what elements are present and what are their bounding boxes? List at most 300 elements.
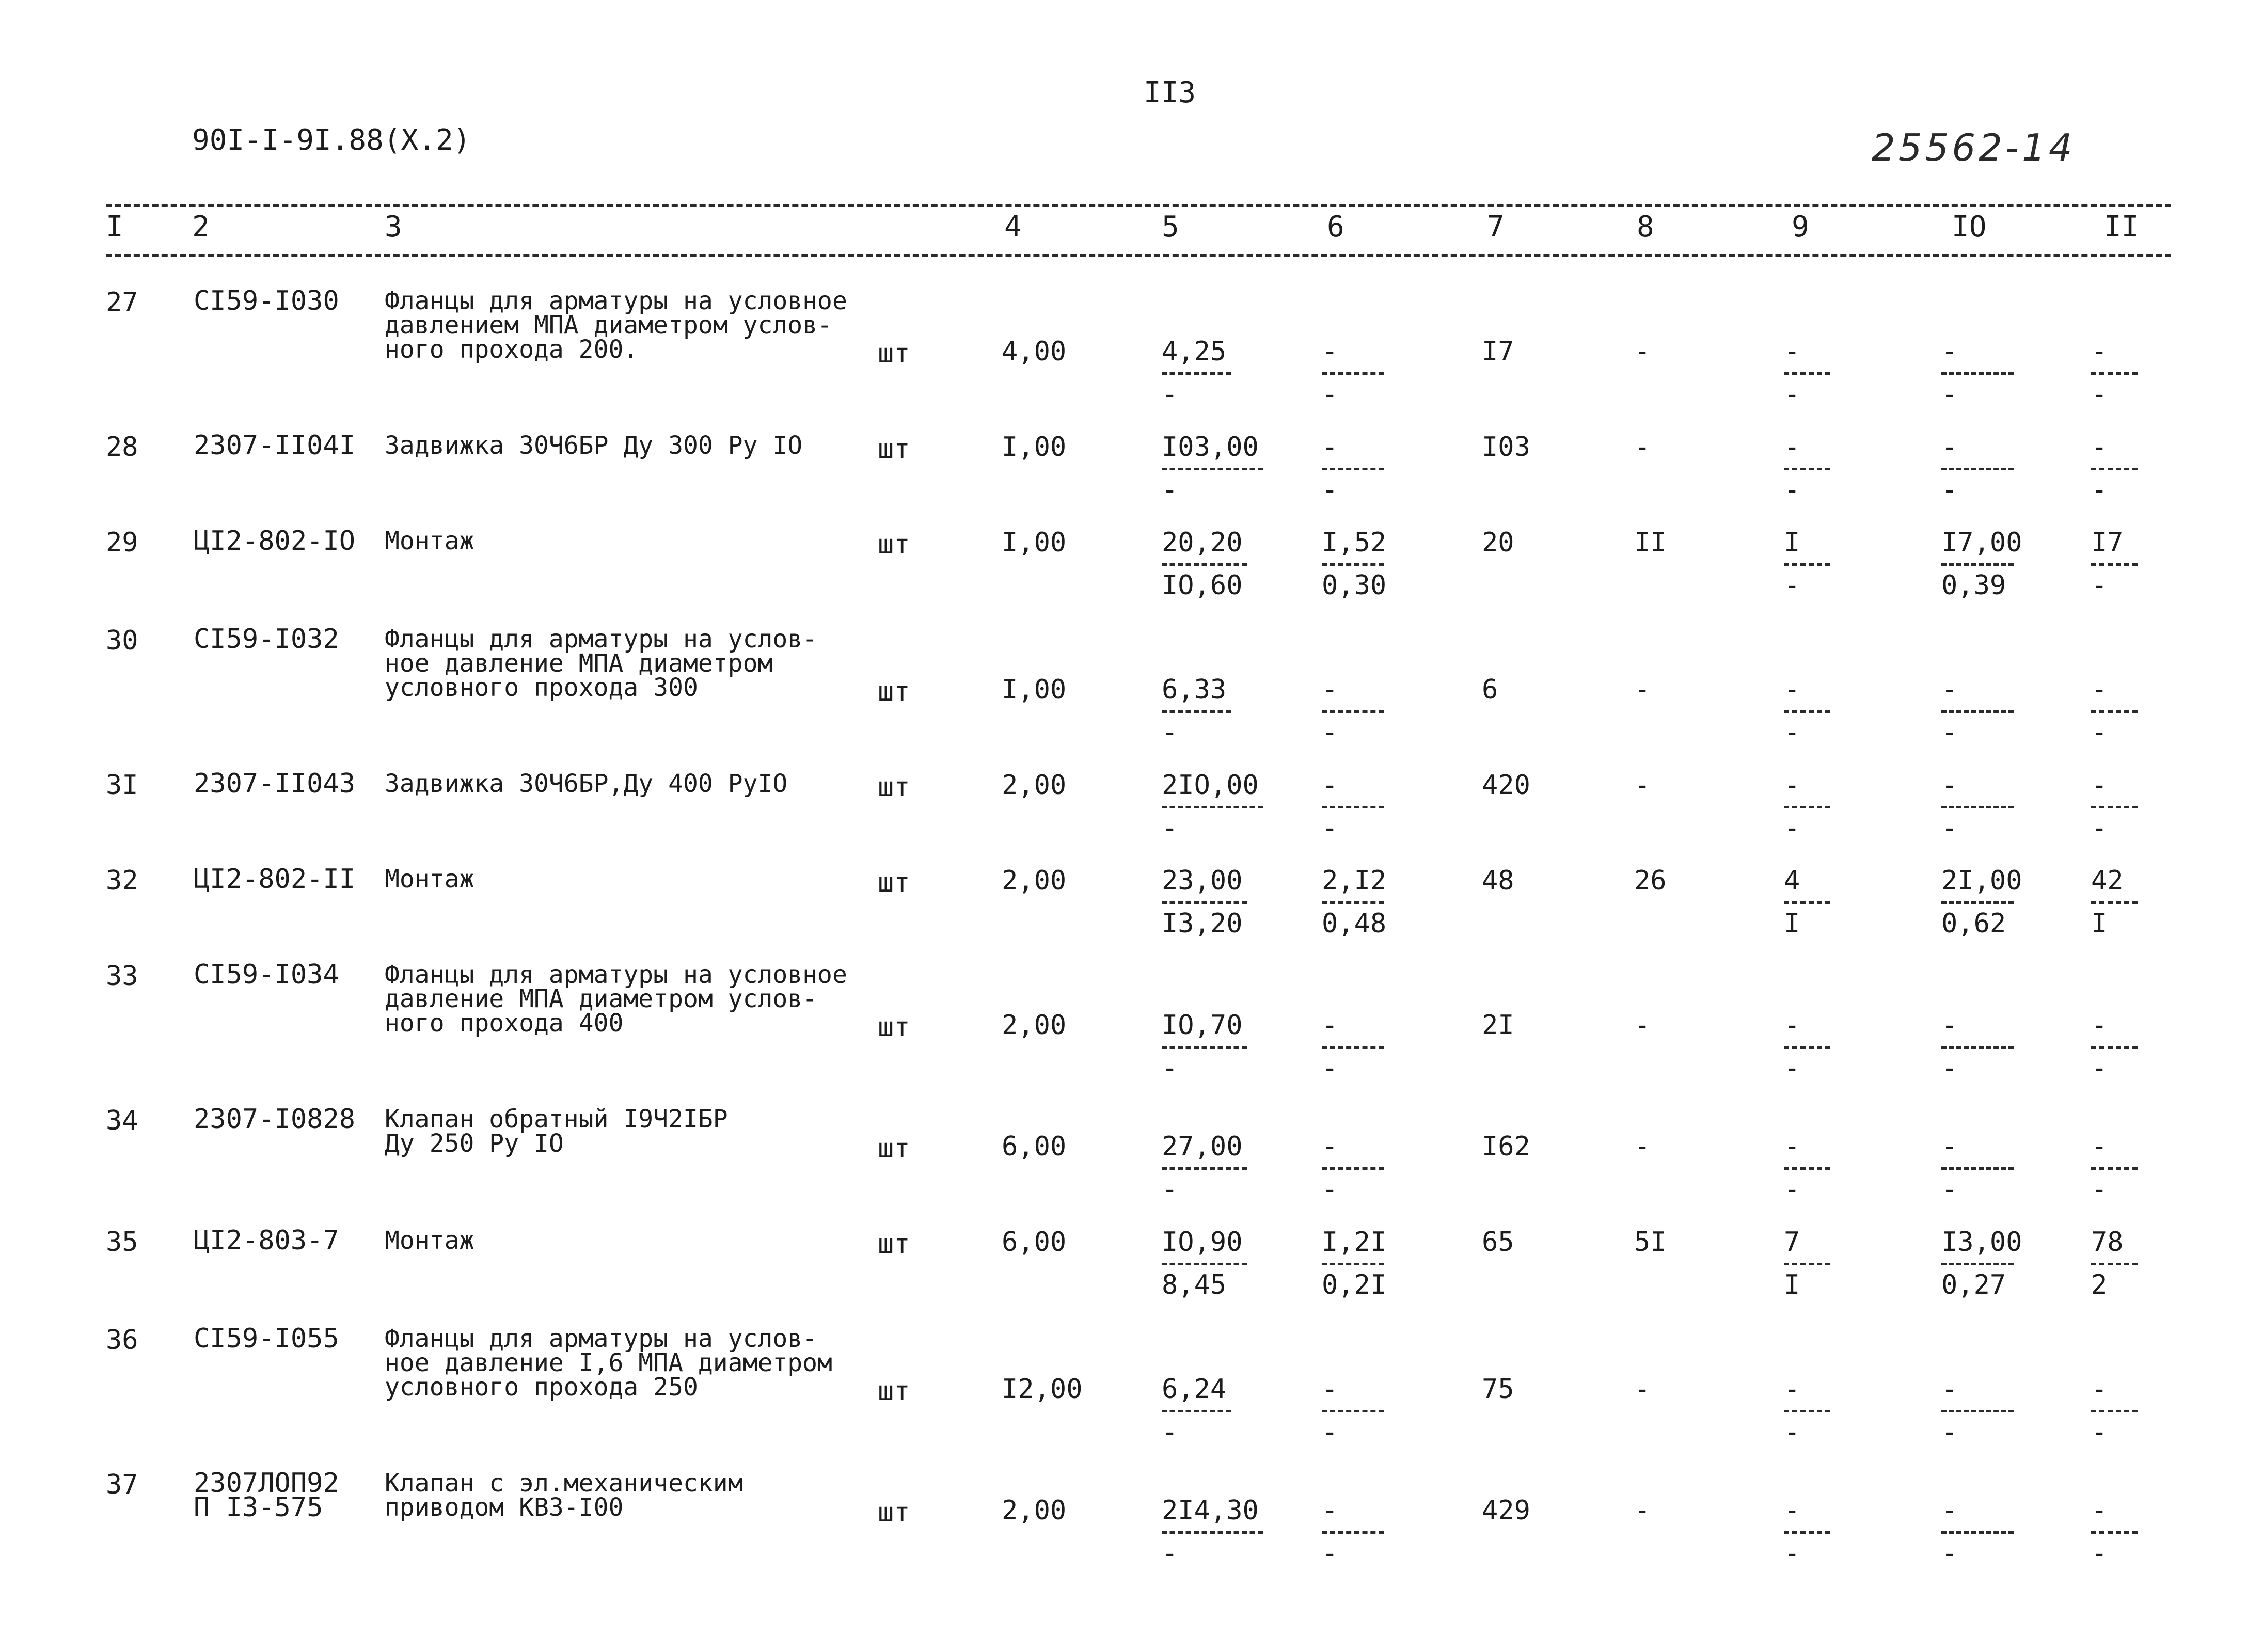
page-number: II3 (1144, 76, 1196, 109)
wage-per-unit-numerator: - (1322, 1010, 1338, 1041)
wage-per-unit (1322, 434, 1384, 503)
wage-per-unit-denominator: - (1322, 474, 1338, 505)
wage-per-unit-denominator: - (1322, 1417, 1338, 1448)
document-code: 90I-I-9I.88(X.2) (192, 123, 471, 157)
labor-per-unit-fraction-bar (1941, 806, 2014, 808)
total-cost: 65 (1482, 1227, 1514, 1258)
total-wages: - (1634, 432, 1651, 463)
machine-operation-denominator: - (1784, 1174, 1800, 1205)
labor-per-unit-denominator: - (1941, 1174, 1958, 1205)
cost-per-unit-fraction-bar (1162, 1410, 1231, 1412)
cost-per-unit-fraction-bar (1162, 1531, 1263, 1534)
labor-total-denominator: - (2091, 1174, 2108, 1205)
wage-per-unit (1322, 1376, 1384, 1446)
machine-operation (1784, 1376, 1830, 1446)
labor-per-unit (1941, 338, 2014, 408)
quantity: I,00 (1002, 527, 1067, 558)
labor-per-unit (1941, 529, 2022, 599)
labor-total-fraction-bar (2091, 806, 2138, 808)
labor-per-unit-fraction-bar (1941, 468, 2014, 470)
machine-operation-fraction-bar (1784, 1167, 1830, 1170)
wage-per-unit (1322, 867, 1386, 937)
cost-per-unit-denominator: - (1162, 379, 1178, 410)
wage-per-unit-numerator: I,52 (1322, 527, 1387, 558)
wage-per-unit-denominator: - (1322, 1174, 1338, 1205)
machine-operation-fraction-bar (1784, 563, 1830, 566)
machine-operation-fraction-bar (1784, 901, 1830, 904)
item-code: 2307-II043 (194, 768, 356, 799)
total-wages: - (1634, 1495, 1651, 1526)
labor-per-unit-fraction-bar (1941, 1263, 2014, 1265)
labor-per-unit-numerator: - (1941, 1495, 1958, 1526)
quantity: 2,00 (1002, 1010, 1067, 1041)
machine-operation-numerator: 4 (1784, 865, 1800, 896)
wage-per-unit-numerator: I,2I (1322, 1227, 1387, 1258)
machine-operation-fraction-bar (1784, 710, 1830, 713)
total-wages: - (1634, 1010, 1651, 1041)
cost-per-unit (1162, 529, 1247, 599)
item-description: Монтаж (385, 865, 474, 894)
labor-per-unit-fraction-bar (1941, 372, 2014, 375)
item-code: ЦI2-803-7 (194, 1225, 339, 1256)
labor-total-numerator: 78 (2091, 1227, 2124, 1258)
machine-operation-fraction-bar (1784, 468, 1830, 470)
wage-per-unit (1322, 1012, 1384, 1082)
machine-operation-numerator: 7 (1784, 1227, 1800, 1258)
labor-per-unit (1941, 1376, 2014, 1446)
labor-total-fraction-bar (2091, 901, 2138, 904)
machine-operation-denominator: - (1784, 1417, 1800, 1448)
cost-per-unit (1162, 1012, 1247, 1082)
wage-per-unit-numerator: - (1322, 1495, 1338, 1526)
labor-total (2091, 1376, 2138, 1446)
total-cost: 6 (1482, 674, 1498, 705)
machine-operation-denominator: - (1784, 1053, 1800, 1084)
row-number: 37 (106, 1469, 138, 1500)
wage-per-unit-fraction-bar (1322, 563, 1384, 566)
row-number: 3I (106, 770, 138, 801)
quantity: 6,00 (1002, 1227, 1067, 1258)
wage-per-unit-fraction-bar (1322, 1531, 1384, 1534)
machine-operation-denominator: - (1784, 717, 1800, 748)
labor-total-denominator: - (2091, 1417, 2108, 1448)
cost-per-unit (1162, 434, 1263, 503)
machine-operation-numerator: - (1784, 336, 1800, 367)
labor-per-unit-denominator: - (1941, 717, 1958, 748)
wage-per-unit-fraction-bar (1322, 901, 1384, 904)
labor-total (2091, 434, 2138, 503)
total-wages: - (1634, 1131, 1651, 1162)
labor-per-unit (1941, 1012, 2014, 1082)
row-number: 29 (106, 527, 138, 558)
labor-total (2091, 1133, 2138, 1203)
labor-total (2091, 1012, 2138, 1082)
cost-per-unit-fraction-bar (1162, 1167, 1247, 1170)
labor-per-unit-numerator: - (1941, 336, 1958, 367)
wage-per-unit (1322, 770, 1384, 844)
column-header: 7 (1487, 210, 1505, 244)
labor-per-unit-fraction-bar (1941, 1531, 2014, 1534)
labor-per-unit-numerator: - (1941, 432, 1958, 463)
cost-per-unit-numerator: 4,25 (1162, 336, 1227, 367)
total-cost: 2I (1482, 1010, 1514, 1041)
row-number: 36 (106, 1325, 138, 1356)
labor-per-unit-fraction-bar (1941, 901, 2014, 904)
labor-total-fraction-bar (2091, 1410, 2138, 1412)
item-code: CI59-I030 (194, 285, 339, 316)
wage-per-unit-fraction-bar (1322, 1167, 1384, 1170)
row-number: 34 (106, 1105, 138, 1136)
unit: шт (878, 434, 910, 465)
quantity: I,00 (1002, 432, 1067, 463)
wage-per-unit-denominator: 0,48 (1322, 908, 1387, 939)
item-code: CI59-I055 (194, 1323, 339, 1354)
machine-operation-denominator: - (1784, 474, 1800, 505)
machine-operation-denominator: - (1784, 1538, 1800, 1569)
row-number: 30 (106, 625, 138, 656)
item-description: Монтаж (385, 1226, 474, 1255)
cost-per-unit-numerator: 6,33 (1162, 674, 1227, 705)
labor-total-denominator: - (2091, 717, 2108, 748)
cost-per-unit (1162, 770, 1263, 844)
labor-total-fraction-bar (2091, 1263, 2138, 1265)
item-code: ЦI2-802-IO (194, 526, 356, 557)
machine-operation (1784, 338, 1830, 408)
labor-per-unit-numerator: - (1941, 1010, 1958, 1041)
item-description: Клапан с эл.механическим приводом КВЗ-I00 (385, 1469, 743, 1522)
labor-total-numerator: - (2091, 674, 2108, 705)
machine-operation-fraction-bar (1784, 806, 1830, 808)
machine-operation-fraction-bar (1784, 372, 1830, 375)
cost-per-unit-denominator: I3,20 (1162, 908, 1243, 939)
labor-total-denominator: - (2091, 1538, 2108, 1569)
cost-per-unit-fraction-bar (1162, 1046, 1247, 1049)
cost-per-unit-numerator: IO,90 (1162, 1227, 1243, 1258)
labor-total-numerator: - (2091, 1131, 2108, 1162)
total-wages: II (1634, 527, 1667, 558)
wage-per-unit (1322, 338, 1384, 408)
machine-operation-numerator: - (1784, 674, 1800, 705)
wage-per-unit-denominator: - (1322, 813, 1338, 844)
cost-per-unit-denominator: - (1162, 1417, 1178, 1448)
cost-per-unit-numerator: 6,24 (1162, 1374, 1227, 1405)
item-code: 2307-I0828 (194, 1104, 356, 1135)
labor-per-unit-denominator: - (1941, 379, 1958, 410)
wage-per-unit (1322, 1229, 1386, 1298)
unit: шт (878, 867, 910, 898)
labor-total-numerator: - (2091, 1495, 2108, 1526)
labor-per-unit-numerator: - (1941, 674, 1958, 705)
total-cost: 420 (1482, 770, 1530, 801)
unit: шт (878, 676, 910, 707)
labor-per-unit-denominator: 0,27 (1941, 1269, 2006, 1300)
wage-per-unit-numerator: - (1322, 336, 1338, 367)
wage-per-unit-numerator: - (1322, 1374, 1338, 1405)
labor-total-denominator: - (2091, 813, 2108, 844)
labor-per-unit-fraction-bar (1941, 1046, 2014, 1049)
row-number: 27 (106, 287, 138, 318)
labor-per-unit (1941, 770, 2014, 844)
column-header: IO (1952, 210, 1987, 244)
item-description: Фланцы для арматуры на условное давлением МПА диаметром услов- ного прохода 200. (385, 287, 847, 364)
total-cost: 429 (1482, 1495, 1530, 1526)
cost-per-unit-fraction-bar (1162, 563, 1247, 566)
column-header: 4 (1004, 210, 1022, 244)
machine-operation-numerator: - (1784, 1131, 1800, 1162)
machine-operation-numerator: - (1784, 1374, 1800, 1405)
machine-operation-fraction-bar (1784, 1531, 1830, 1534)
header-bottom-rule (106, 254, 2171, 257)
labor-per-unit-numerator: 2I,00 (1941, 865, 2022, 896)
labor-total-numerator: - (2091, 770, 2108, 801)
unit: шт (878, 1133, 910, 1164)
machine-operation-numerator: - (1784, 432, 1800, 463)
column-header: 6 (1327, 210, 1344, 244)
wage-per-unit-fraction-bar (1322, 806, 1384, 808)
header-top-rule (106, 204, 2171, 207)
total-wages: - (1634, 1374, 1651, 1405)
machine-operation-denominator: - (1784, 570, 1800, 601)
unit: шт (878, 1376, 910, 1407)
cost-per-unit-denominator: - (1162, 1174, 1178, 1205)
labor-per-unit (1941, 867, 2022, 937)
cost-per-unit-fraction-bar (1162, 468, 1263, 470)
wage-per-unit (1322, 529, 1386, 599)
machine-operation (1784, 1012, 1830, 1082)
column-header: II (2104, 210, 2139, 244)
labor-total-numerator: I7 (2091, 527, 2124, 558)
labor-total (2091, 676, 2138, 746)
unit: шт (878, 1497, 910, 1528)
machine-operation (1784, 867, 1830, 937)
total-cost: 75 (1482, 1374, 1514, 1405)
unit: шт (878, 1229, 910, 1260)
wage-per-unit-denominator: - (1322, 1538, 1338, 1569)
cost-per-unit-fraction-bar (1162, 710, 1231, 713)
cost-per-unit-denominator: - (1162, 717, 1178, 748)
cost-per-unit (1162, 1497, 1263, 1567)
column-header: 5 (1162, 210, 1179, 244)
total-cost: 20 (1482, 527, 1514, 558)
machine-operation-fraction-bar (1784, 1263, 1830, 1265)
labor-total-fraction-bar (2091, 372, 2138, 375)
wage-per-unit-numerator: - (1322, 770, 1338, 801)
quantity: I2,00 (1002, 1374, 1083, 1405)
column-header: I (106, 210, 123, 244)
item-code: CI59-I032 (194, 624, 339, 655)
labor-total-denominator: - (2091, 570, 2108, 601)
labor-per-unit-fraction-bar (1941, 710, 2014, 713)
labor-total-fraction-bar (2091, 1167, 2138, 1170)
cost-per-unit-denominator: - (1162, 813, 1178, 844)
wage-per-unit-numerator: 2,I2 (1322, 865, 1387, 896)
cost-per-unit-numerator: 2IO,00 (1162, 770, 1259, 801)
wage-per-unit-denominator: - (1322, 379, 1338, 410)
item-description: Клапан обратный I9Ч2IБР Ду 250 Ру IO (385, 1105, 728, 1158)
item-code: 2307ЛОП92 П I3-575 (194, 1468, 339, 1523)
labor-per-unit-denominator: 0,39 (1941, 570, 2006, 601)
wage-per-unit-fraction-bar (1322, 372, 1384, 375)
machine-operation-numerator: - (1784, 1495, 1800, 1526)
labor-per-unit-denominator: - (1941, 1417, 1958, 1448)
row-number: 28 (106, 432, 138, 463)
machine-operation-numerator: - (1784, 1010, 1800, 1041)
labor-per-unit (1941, 1497, 2014, 1567)
cost-per-unit-numerator: 2I4,30 (1162, 1495, 1259, 1526)
labor-total-denominator: - (2091, 1053, 2108, 1084)
machine-operation (1784, 1133, 1830, 1203)
sheet-code: 25562-14 (1872, 126, 2076, 169)
total-wages: 5I (1634, 1227, 1667, 1258)
cost-per-unit (1162, 676, 1231, 746)
cost-per-unit-denominator: - (1162, 1538, 1178, 1569)
quantity: I,00 (1002, 674, 1067, 705)
item-description: Фланцы для арматуры на услов- ное давление МПА диаметром условного прохода 300 (385, 625, 818, 702)
machine-operation-denominator: - (1784, 813, 1800, 844)
item-code: CI59-I034 (194, 959, 339, 990)
labor-total-numerator: - (2091, 1010, 2108, 1041)
machine-operation-denominator: I (1784, 908, 1800, 939)
labor-per-unit-numerator: I3,00 (1941, 1227, 2022, 1258)
machine-operation-denominator: - (1784, 379, 1800, 410)
labor-per-unit-fraction-bar (1941, 1167, 2014, 1170)
total-cost: I03 (1482, 432, 1530, 463)
quantity: 2,00 (1002, 1495, 1067, 1526)
unit: шт (878, 529, 910, 560)
labor-total (2091, 770, 2138, 844)
cost-per-unit (1162, 1133, 1247, 1203)
cost-per-unit (1162, 867, 1247, 937)
quantity: 2,00 (1002, 770, 1067, 801)
cost-per-unit-denominator: IO,60 (1162, 570, 1243, 601)
total-cost: 48 (1482, 865, 1514, 896)
machine-operation-numerator: - (1784, 770, 1800, 801)
wage-per-unit-numerator: - (1322, 674, 1338, 705)
labor-per-unit (1941, 1133, 2014, 1203)
labor-per-unit-denominator: - (1941, 813, 1958, 844)
total-wages: 26 (1634, 865, 1667, 896)
labor-per-unit-denominator: 0,62 (1941, 908, 2006, 939)
wage-per-unit-numerator: - (1322, 1131, 1338, 1162)
quantity: 2,00 (1002, 865, 1067, 896)
cost-per-unit (1162, 338, 1231, 408)
cost-per-unit-numerator: 23,00 (1162, 865, 1243, 896)
labor-total-denominator: - (2091, 474, 2108, 505)
labor-total (2091, 867, 2138, 937)
item-description: Монтаж (385, 527, 474, 555)
cost-per-unit-fraction-bar (1162, 806, 1263, 808)
unit: шт (878, 338, 910, 369)
cost-per-unit-denominator: - (1162, 1053, 1178, 1084)
machine-operation-numerator: I (1784, 527, 1800, 558)
wage-per-unit-fraction-bar (1322, 1046, 1384, 1049)
labor-per-unit (1941, 1229, 2022, 1298)
labor-per-unit-numerator: I7,00 (1941, 527, 2022, 558)
quantity: 6,00 (1002, 1131, 1067, 1162)
labor-per-unit-fraction-bar (1941, 563, 2014, 566)
labor-total-fraction-bar (2091, 468, 2138, 470)
item-description: Фланцы для арматуры на услов- ное давление I,6 МПА диаметром условного прохода 250 (385, 1324, 832, 1402)
wage-per-unit-fraction-bar (1322, 1263, 1384, 1265)
labor-total-fraction-bar (2091, 563, 2138, 566)
labor-total (2091, 529, 2138, 599)
column-header: 9 (1792, 210, 1809, 244)
labor-total-denominator: 2 (2091, 1269, 2108, 1300)
row-number: 33 (106, 961, 138, 992)
total-wages: - (1634, 336, 1651, 367)
wage-per-unit-fraction-bar (1322, 1410, 1384, 1412)
wage-per-unit-denominator: - (1322, 717, 1338, 748)
labor-per-unit-denominator: - (1941, 1053, 1958, 1084)
unit: шт (878, 772, 910, 803)
item-description: Задвижка 30Ч6БР,Ду 400 РуIO (385, 769, 788, 798)
labor-total (2091, 338, 2138, 408)
machine-operation (1784, 529, 1830, 599)
cost-per-unit-numerator: I03,00 (1162, 432, 1259, 463)
wage-per-unit-denominator: - (1322, 1053, 1338, 1084)
labor-total-denominator: - (2091, 379, 2108, 410)
labor-total-numerator: - (2091, 1374, 2108, 1405)
wage-per-unit (1322, 676, 1384, 746)
labor-total (2091, 1497, 2138, 1567)
item-description: Задвижка 30Ч6БР Ду 300 Ру IO (385, 431, 803, 460)
labor-total-fraction-bar (2091, 710, 2138, 713)
total-wages: - (1634, 770, 1651, 801)
item-description: Фланцы для арматуры на условное давление МПА диаметром услов- ного прохода 400 (385, 960, 847, 1038)
machine-operation-fraction-bar (1784, 1046, 1830, 1049)
unit: шт (878, 1012, 910, 1043)
labor-total-denominator: I (2091, 908, 2108, 939)
machine-operation (1784, 1497, 1830, 1567)
labor-total-numerator: 42 (2091, 865, 2124, 896)
item-code: ЦI2-802-II (194, 864, 356, 895)
labor-per-unit-numerator: - (1941, 1374, 1958, 1405)
labor-per-unit-numerator: - (1941, 770, 1958, 801)
labor-total (2091, 1229, 2138, 1298)
labor-total-fraction-bar (2091, 1531, 2138, 1534)
labor-per-unit (1941, 434, 2014, 503)
wage-per-unit-fraction-bar (1322, 468, 1384, 470)
cost-per-unit-numerator: IO,70 (1162, 1010, 1243, 1041)
labor-per-unit (1941, 676, 2014, 746)
total-wages: - (1634, 674, 1651, 705)
labor-per-unit-denominator: - (1941, 474, 1958, 505)
wage-per-unit-denominator: 0,2I (1322, 1269, 1387, 1300)
cost-per-unit-numerator: 27,00 (1162, 1131, 1243, 1162)
labor-per-unit-fraction-bar (1941, 1410, 2014, 1412)
labor-per-unit-denominator: - (1941, 1538, 1958, 1569)
column-header: 3 (385, 210, 402, 244)
labor-total-numerator: - (2091, 432, 2108, 463)
labor-total-fraction-bar (2091, 1046, 2138, 1049)
row-number: 35 (106, 1227, 138, 1258)
column-header: 2 (192, 210, 210, 244)
wage-per-unit (1322, 1133, 1384, 1203)
quantity: 4,00 (1002, 336, 1067, 367)
wage-per-unit (1322, 1497, 1384, 1567)
cost-per-unit (1162, 1376, 1231, 1446)
machine-operation (1784, 770, 1830, 844)
machine-operation (1784, 1229, 1830, 1298)
item-code: 2307-II04I (194, 430, 356, 461)
labor-per-unit-numerator: - (1941, 1131, 1958, 1162)
cost-per-unit (1162, 1229, 1247, 1298)
cost-per-unit-denominator: 8,45 (1162, 1269, 1227, 1300)
machine-operation (1784, 676, 1830, 746)
total-cost: I62 (1482, 1131, 1530, 1162)
row-number: 32 (106, 865, 138, 896)
wage-per-unit-denominator: 0,30 (1322, 570, 1387, 601)
